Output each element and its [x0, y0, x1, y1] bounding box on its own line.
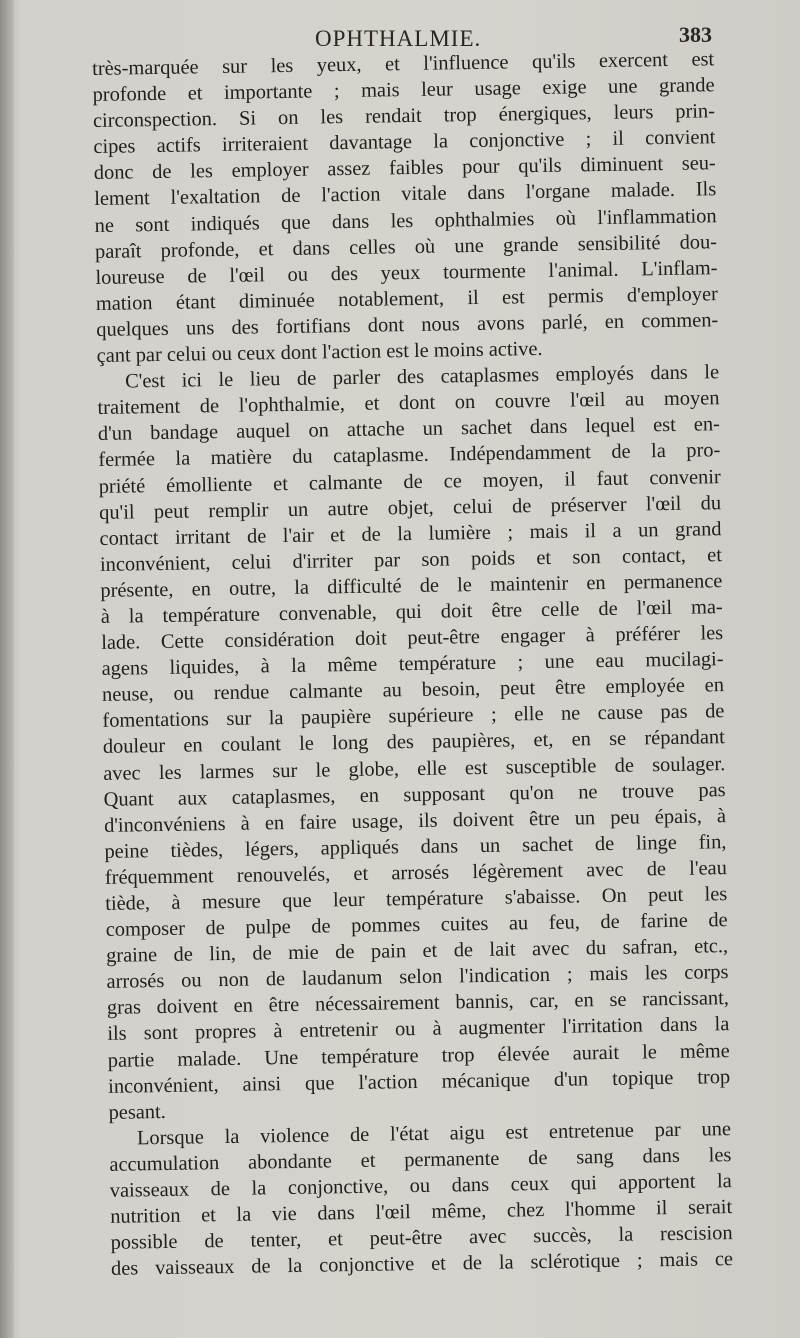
text-line: circonspection. Si on les rendait trop énergiques, leurs prin- — [92, 100, 716, 133]
text-line: inconvénient, celui d'irriter par son poids et son contact, et — [99, 543, 723, 576]
text-line: tiède, à mesure que leur température s'abaisse. On peut les — [105, 883, 728, 915]
text-line: mation étant diminuée notablement, il est permis d'employer — [95, 283, 718, 315]
text-line: cipes actifs irriteraient davantage la conjonctive ; il convient — [93, 126, 716, 159]
text-line: traitement de l'ophthalmie, et dont on couvre l'œil au moyen — [97, 387, 720, 420]
text-line: présente, en outre, la difficulté de le maintenir en permanence — [100, 570, 723, 602]
text-line: paraît profonde, et dans celles où une grande sensibilité dou- — [94, 230, 718, 263]
text-line: composer de pulpe de pommes cuites au feu, de farine de — [105, 909, 728, 941]
text-line: accumulation abondante et permanente de sang dans les — [109, 1144, 732, 1176]
text-line: inconvénient, ainsi que l'action mécanique d'un topique trop — [108, 1065, 731, 1098]
text-line: priété émolliente et calmante de ce moyen, il faut convenir — [98, 465, 721, 498]
running-title: OPHTHALMIE. — [315, 26, 482, 51]
text-line: d'inconvéniens à en faire usage, ils doivent être un peu épais, à — [103, 804, 727, 837]
text-line: fermée la matière du cataplasme. Indépendamment de la pro- — [98, 439, 721, 472]
text-line: ne sont indiqués que dans les ophthalmies où l'inflammation — [94, 204, 717, 237]
body-text — [92, 46, 733, 1282]
text-line: à la température convenable, qui doit être celle de l'œil ma- — [100, 596, 723, 628]
text-line: arrosés ou non de laudanum selon l'indication ; mais les corps — [106, 961, 729, 994]
text-line: Quant aux cataplasmes, en supposant qu'on ne trouve pas — [103, 778, 726, 811]
text-line: qu'il peut remplir un autre objet, celui de préserver l'œil du — [98, 491, 722, 524]
text-line: douleur en coulant le long des paupières, et, en se répandant — [102, 726, 725, 759]
book-spine-shadow — [0, 0, 14, 1338]
text-line: possible de tenter, et peut-être avec succès, la rescision — [110, 1222, 733, 1255]
page-number: 383 — [679, 22, 712, 47]
text-line: vaisseaux de la conjonctive, ou dans ceux qui apportent la — [109, 1170, 732, 1202]
text-line: profonde et importante ; mais leur usage exige une grande — [92, 74, 715, 107]
text-line: Lorsque la violence de l'état aigu est entretenue par une — [136, 1117, 732, 1150]
text-line: pesant. — [108, 1100, 166, 1124]
text-line: avec les larmes sur le globe, elle est susceptible de soulager. — [103, 752, 726, 785]
text-line: peine tièdes, légers, appliqués dans un sachet de linge fin, — [104, 830, 727, 863]
text-line: neuse, ou rendue calmante au besoin, peut être employée en — [101, 674, 725, 707]
text-line: des vaisseaux de la conjonctive et de la sclérotique ; mais ce — [110, 1248, 734, 1281]
text-line: très-marquée sur les yeux, et l'influence qu'ils exercent est — [92, 48, 715, 80]
text-line: gras doivent en être nécessairement bannis, car, en se rancissant, — [106, 987, 730, 1020]
text-line: quelques uns des fortifians dont nous avons parlé, en commen- — [96, 309, 719, 341]
text-line: partie malade. Une température trop élevée aurait le même — [107, 1039, 730, 1072]
text-line: d'un bandage auquel on attache un sachet dans lequel est en- — [97, 413, 721, 446]
text-line: donc de les employer assez faibles pour qu'ils diminuent seu- — [93, 152, 716, 185]
text-line: graine de lin, de mie de pain et de lait avec du safran, etc., — [105, 935, 729, 968]
text-line: C'est ici le lieu de parler des cataplasmes employés dans le — [124, 361, 720, 393]
text-line: agens liquides, à la même température ; une eau mucilagi- — [101, 648, 724, 681]
text-line: fréquemment renouvelés, et arrosés légèrement avec de l'eau — [104, 857, 728, 889]
text-line: loureuse de l'œil ou des yeux tourmente l'animal. L'inflam- — [95, 256, 718, 289]
text-line: fomentations sur la paupière supérieure ; elle ne cause pas de — [102, 700, 725, 733]
text-line: lement l'exaltation de l'action vitale dans l'organe malade. Ils — [94, 178, 717, 211]
text-line: ils sont propres à entretenir ou à augmenter l'irritation dans la — [107, 1013, 730, 1046]
text-line: nutrition et la vie dans l'œil même, chez l'homme il serait — [110, 1196, 733, 1228]
text-line: lade. Cette considération doit peut-être engager à préférer les — [101, 622, 724, 654]
text-line: contact irritant de l'air et de la lumière ; mais il a un grand — [99, 517, 722, 550]
text-line: çant par celui ou ceux dont l'action est le moins active. — [96, 337, 543, 367]
